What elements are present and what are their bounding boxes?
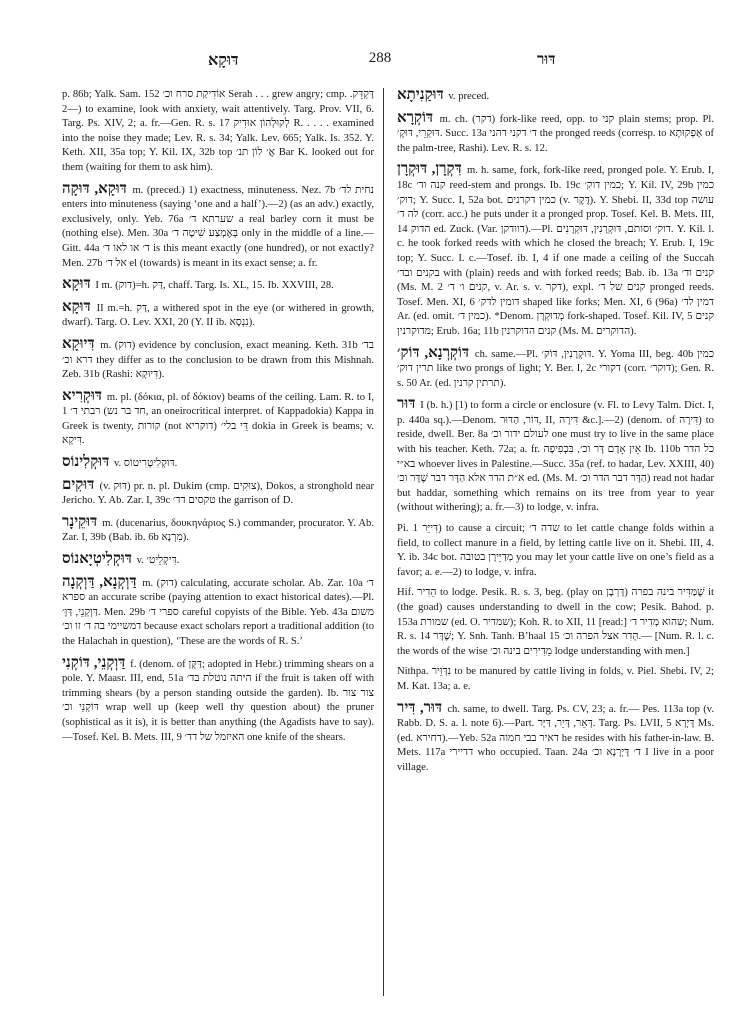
entry-text: m. ch. (דקר) fork-like reed, opp. to קני plain stems; prop. Pl. דּוּקְרֵי, דּוּקָ׳. Succ. 13a ד׳ דקני דהני the pronged reeds (corresp. to אַפְקוּתָא of the palm-tree, Rashi). Lev. R. s. 12. [397,113,714,154]
entry-text: II m.=h. דַּק, a withered spot in the eye (or withered in growth, dwarf). Targ. O. Lev. XXI, 20 (Y. II ib. נִנְסָא). [62,302,374,329]
entry-headword: דִּיוּקָא [62,335,95,352]
entry-text: m. (דוק) calculating, accurate scholar. Ab. Zar. 10a ד׳ ספרא an accurate scribe (paying attention to exact historical dates).—Pl. דַּוְקְנֵי, דַּוָּ׳. Men. 29b ספרי ד׳ careful copyists of the Bible. Yeb. 43a משום דמשיימי בה ד׳ זו וכ׳ because exact scholars report a traditional addition (to the Halachah in question), ‘These are the words of R. S.’ [62,577,374,647]
left-column [62,88,374,751]
entry [397,397,714,516]
entry-text: p. 86b; Yalk. Sam. 152 אוֹדִיקַת סרח וכ׳ Serah . . . grew angry; cmp. דָּקְדֵּק.—2) to examine, look with anxiety, wait attentively. Targ. Prov. VII, 6. Targ. Ps. XIV, 2; a. fr.—Gen. R. s. 17 לְקוּלְהוֹן אוּדִיק R. . . . . examined into the noise they made; Lev. R. s. 34; Yalk. Lev. 665; Yalk. Is. 352. Y. Keth. XII, 35a top; Y. Kil. IX, 32b top אֲ׳ לוֹן תנ׳ Bar K. looked out for them (waiting for them to ask him). [62,89,375,173]
entry-text: I m. (דוק)=h. דַּק, chaff. Targ. Is. XL, 15. Ib. XXVIII, 28. [95,280,334,292]
entry-headword: דּוּקָא [62,276,91,293]
entry-text: Nithpa. נִדְּוֵּיר to be manured by cattle living in folds, v. Piel. Shebi. IV, 2; M. Kat. 13a; a. e. [397,666,714,692]
entry [62,575,374,650]
column-divider [383,88,384,996]
entry [62,656,374,746]
entry-text: v. דִּיקְלֵיט׳. [136,555,180,567]
entry-headword: דּוּקָא, דּוּקָה [62,180,127,197]
entry-text: m. (preced.) 1) exactness, minuteness. Nez. 7b נחית לד׳ enters into minuteness (saying ‘one and a half’).—2) (as an adv.) exactly, exclusively, only. Yeb. 76a שערתא ד׳ a real barley corn it must be (nothing else). Men. 30a בְּאֶמְצַע שִׁיטָה ד׳ only in the middle of a line.— Gitt. 44a ד׳ או לאו ד׳ is this meant exactly (one hundred), or not exactly? Men. 27b אל ד׳ el (towards) is meant in its exact sense; a. fr. [62,184,374,269]
entry-headword: דּוּקְרִיא [62,387,103,404]
entry [62,300,374,331]
entry-headword: דּוֹקְרְנָא, דּוֹק׳ [397,344,470,361]
entry [62,389,374,449]
entry-text: (v. דּוּק) pr. n. pl. Dukim (cmp. צוּקִים), Dokos, a stronghold near Jericho. Y. Ab. Zar. I, 39c טקסים דד׳ the garrison of D. [62,480,374,507]
entry [397,346,714,392]
entry [397,162,714,339]
left-running-headword: דּוּקָא [208,52,239,69]
entry-headword: דּוּקָא [62,298,91,315]
page-number: 288 [368,50,392,66]
entry [62,182,374,272]
entry [62,515,374,546]
entry [397,701,714,776]
entry-text: I (b. h.) [1) to form a circle or enclosure (v. Fl. to Levy Talm. Dict. I, p. 440a sq.).—Denom. דּוֹר, הַדּוּר, II, דִּירָה &c.].—2) (denom. of דִּירָה) to reside, dwell. Ber. 8a לעולם ידור וכ׳ one must try to live in the same place with his teacher. Keth. 72a; a. fr. אֵין אָדָם דָּר וכ׳, בִּכְפִיפָה Ib. 110b כל הדר בא״י whoever lives in Palestine.—Succ. 35a (ref. to hadar, Lev. XXIII, 40) א״ת הדר אלא הַדָּר דבר שֶׁדָּר וכ׳ ed. (Ms. M. הַדָּר דבר הדר וכ׳) read not hadar but haddar, something which remains on its tree from year to year (without withering); a. fr.—3) to lodge, v. infra. [397,400,715,514]
right-column [397,88,714,782]
entry [62,277,374,294]
entry-headword: דּוּקְלִיטְיָאנוֹס [62,551,132,568]
entry-subsection [397,586,714,659]
entry-text: f. (denom. of דַּקָּן; adopted in Hebr.) trimming shears on a pole. Y. Maasr. III, end, 51a היתה נוטלת בד׳ if the fruit is taken off with trimming shears (by a person standing outside the garden). Ib. צור צור דּוֹקְנֵי וכ׳ wrap well up (keep well thy question about) the pruner (sophistical as it is), it is better than anything (the Agadists have to say).—Tosef. Kel. B. Mets. III, 9 האיזמל של דד׳ one knife of the shears. [62,658,375,743]
entry-text: Hif. הֵדִיר to lodge. Pesik. R. s. 3, beg. (play on דָּרְבָן) שֶׁמַּדִּיר בינה בפרה it (the goad) causes understanding to dwell in the cow; Pesik. Bahod. p. 153a שמורת (ed. O. שמדיר); Koh. R. to XII, 11 [read:] שהוא מְדִיר ד׳; Num. R. s. 14 שֶׁדָּר; Y. Snh. Tanh. B’haal 15 הָדִר אצל הפרה וכ׳.— [Num. R. l. c. the words of the wise מֵדִירִים בינה וכ׳ lodge understanding with men.] [397,587,715,657]
entry-subsection [397,665,714,694]
entry-subsection [397,522,714,580]
entry-text: ch. same.—Pl. דּוּקְרָנִין, דּוֹק׳. Y. Yoma III, beg. 40b כמין תרין דוק׳ like two prongs of light; Y. Ber. I, 2c דקורי (corr. דוקר׳); Gen. R. s. 50 Ar. (ed. תרתין קרנין). [397,348,715,389]
entry-headword: דּוּקֵינָר [62,513,98,530]
entry-headword: דּוּקִים [62,476,95,493]
entry-headword: דּוֹקְרָא [397,109,434,126]
entry-text: Pi. דִּייֵּר 1) to cause a circuit; שדה ד׳ to let cattle change folds within a field, to collect manure in a field, by letting cattle live on it. Shebi. III, 4. Y. ib. 34c bot. מְדַיֵּירָן בטובה you may let your cattle live on one’s field as a favor; a. e.—2) to lodge, v. infra. [397,523,714,578]
entry-headword: דַּוְקְנָא, דַּוְקְנָה [62,573,137,590]
entry-headword: דּוּקַנִיתָא [397,87,444,103]
entry-text: m. pl. (δόκια, pl. of δόκιον) beams of the ceiling. Lam. R. to I, 1 חד בר נש) רבתי ד׳, an oneirocritical interpret. of Kappadokia) Kappa in Greek is twenty, קורות (not דוקריא) דֵּי בלי׳ dokia in Greek is beams; v. דִּיקָא. [62,391,374,447]
entry-text: m. (ducenarius, δουκηνάριος S.) commander, procurator. Y. Ab. Zar. I, 39b (Bab. ib. 6b מִרְנָא). [62,517,374,544]
entry [62,478,374,509]
running-header [60,50,700,72]
entry-text: m. (דוק) evidence by conclusion, exact meaning. Keth. 31b בד׳ דרא וכ׳ they differ as to the conclusion to be drawn from this Mishnah. Zeb. 31b (Rashi: דִּיוּקָא). [62,339,374,381]
entry-headword: דּוּקְלִינוֹס [62,454,110,471]
entry [62,552,374,569]
entry-headword: דִּקְרָן, דּוּקְרָן [397,161,462,178]
entry-text: m. h. same, fork, fork-like reed, pronged pole. Y. Erub. I, 18c קנה וד׳ reed-stem and prongs. Ib. 19c כמין דוק׳; Y. Kil. IV, 29b כמין דוק׳; Y. Succ. I, 52a bot. כמין דקרנים (v. דֶּקֶר). Y. Shebi. II, 33d top עושה לה ד׳ (corr. acc.) he puts under it a pronged prop. Tosef. Kel. B. Mets. III, 14 הדוק ed. Zuck. (Var. דוודקן).—Pl. דוק׳ וסותם, דּוּקְרָנִין, דּוּקְרָנִים. Y. Kil. l. c. he took forked reeds with which he closed the breach; Y. Erub. I, 19c top; Y. Succ. I. c.—Tosef. ib. I, 4 if one made a ceiling of the Succah בקנים ובד׳ with (plain) reeds and with forked reeds; Bab. ib. 13a קנים וד׳ (Ms. M. 2 קנים ו׳ ד׳, v. Ar. s. v. דקר), expl. קנים של ד׳ pronged reeds. Tosef. Men. XI, 6 דומין לדק׳ shaped like forks; Men. XI, 6 (96a) דמין לד׳ Ar. (ed. omit. כמין ד׳). *Denom. מְדוּקְרָן fork-shaped. Tosef. Kil. IV, 5 קנים מדוקרנין; Erub. 16a; 11b קנים הדוקרנין (Ms. M. הדוקרים). [397,165,715,337]
entry-text: ch. same, to dwell. Targ. Ps. CV, 23; a. fr.— Pes. 113a top (v. Rabb. D. S. a. l. note 6).—Part. דָּאֵר, דָּיֵר, דַּיָּר. Targ. Ps. LVII, 5 דָּיְרָא Ms. (ed. דחירא).—Yeb. 52a דאיר בבי חמוה he resides with his father-in-law. B. Mets. 117a דדיירי who occupied. Taan. 24a ד׳ דָּיְרָנָא וכ׳ I live in a poor village. [397,703,715,773]
entry [397,111,714,157]
entry [62,337,374,383]
entry-continuation [62,88,374,176]
entry-headword: דַּוְקְנֵי, דּוֹקְנִי [62,654,126,671]
entry-text: v. preced. [448,91,490,102]
entry [62,455,374,472]
entry-headword: דּוּר [397,396,416,413]
right-running-headword: דּוּר [537,52,556,68]
entry-text: v. דּוּקְלִיטָרִיטוֹס. [113,458,178,470]
entry-headword: דּוּר, דִּיר [397,699,443,716]
entry [397,88,714,105]
